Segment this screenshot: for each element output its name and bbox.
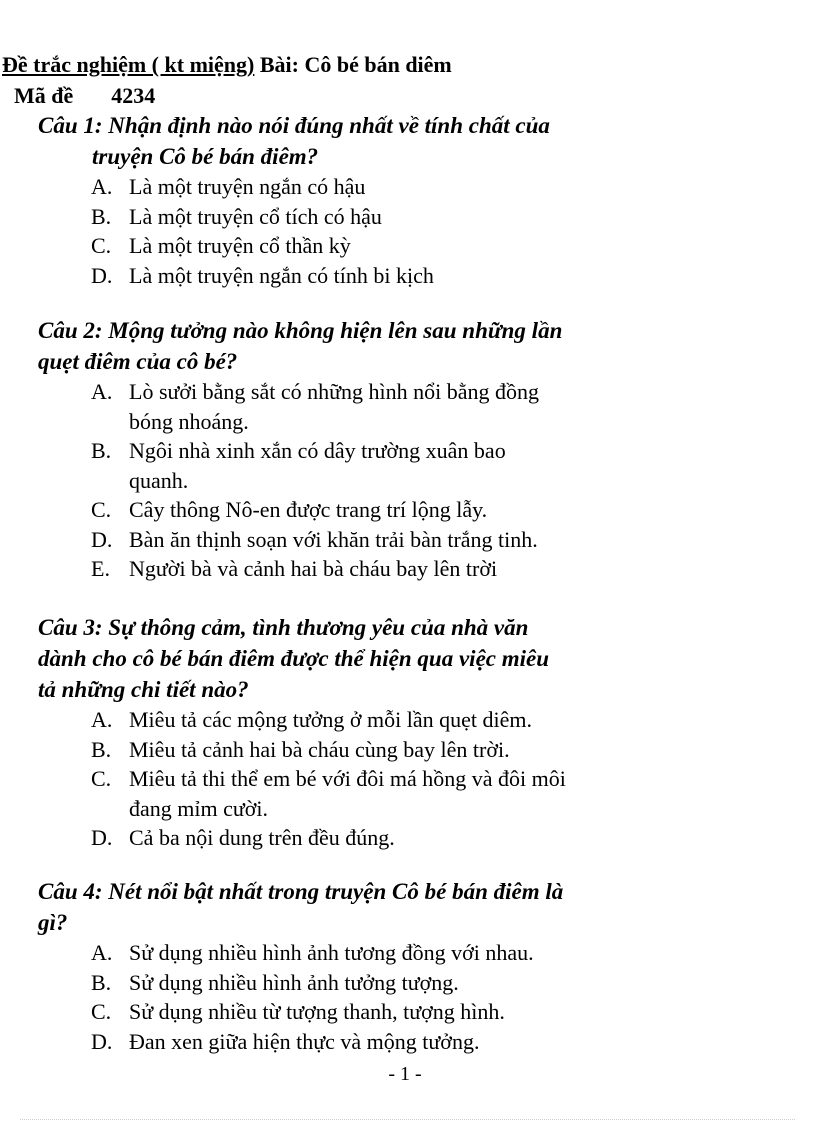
option-list (0, 172, 816, 290)
option-letter: A. (91, 707, 113, 732)
option-text: Cả ba nội dung trên đều đúng. (129, 825, 395, 850)
option-text: Sử dụng nhiều từ tượng thanh, tượng hình. (129, 999, 505, 1024)
option-letter: D. (91, 1028, 113, 1054)
question-1 (0, 110, 816, 290)
option-letter: E. (91, 556, 110, 581)
option-d (0, 823, 816, 853)
option-letter: D. (91, 825, 113, 850)
option-letter: B. (91, 969, 112, 995)
question-text-line: Câu 1: Nhận định nào nói đúng nhất về tính chất của (38, 113, 550, 138)
option-e (0, 554, 816, 584)
document-title (2, 52, 452, 78)
option-letter: C. (91, 999, 112, 1024)
option-list (0, 938, 816, 1056)
option-c (0, 495, 816, 525)
option-d (0, 261, 816, 291)
page-number: - 1 - (388, 1063, 422, 1085)
option-list (0, 705, 816, 853)
title-lesson: Bài: Cô bé bán diêm (254, 52, 452, 77)
option-text-continued: đang mỉm cười. (129, 795, 269, 821)
option-text: Ngôi nhà xinh xắn có dây trường xuân bao (129, 438, 506, 463)
option-letter: B. (91, 438, 112, 463)
question-text-line: Câu 3: Sự thông cảm, tình thương yêu của nhà văn (38, 615, 529, 640)
option-text: Người bà và cảnh hai bà cháu bay lên trời (129, 556, 498, 581)
exam-code (14, 83, 155, 109)
option-b (0, 436, 816, 495)
option-text: Cây thông Nô-en được trang trí lộng lẫy. (129, 497, 488, 522)
option-b (0, 735, 816, 765)
question-text-line: dành cho cô bé bán điêm được thể hiện qua việc miêu (38, 646, 550, 671)
question-text-line: Câu 2: Mộng tưởng nào không hiện lên sau những lần (38, 318, 563, 343)
question-text (0, 612, 816, 705)
option-text: Sử dụng nhiều hình ảnh tương đồng với nhau. (129, 940, 534, 965)
option-d (0, 1027, 816, 1057)
option-c (0, 764, 816, 823)
option-a (0, 172, 816, 202)
option-b (0, 202, 816, 232)
option-a (0, 938, 816, 968)
option-text: Miêu tả cảnh hai bà cháu cùng bay lên trời. (129, 736, 510, 762)
option-text: Bàn ăn thịnh soạn với khăn trải bàn trắng tinh. (129, 526, 538, 552)
option-letter: A. (91, 940, 113, 965)
question-text-line: gì? (38, 910, 68, 935)
option-c (0, 997, 816, 1027)
footer-divider (20, 1119, 795, 1120)
option-text: Đan xen giữa hiện thực và mộng tưởng. (129, 1028, 480, 1054)
question-text-line: Câu 4: Nét nổi bật nhất trong truyện Cô bé bán điêm là (38, 879, 564, 904)
option-letter: D. (91, 526, 113, 552)
option-list (0, 377, 816, 584)
question-text-line: truyện Cô bé bán điêm? (92, 144, 319, 169)
option-letter: C. (91, 497, 112, 522)
option-text: Là một truyện ngắn có tính bi kịch (129, 262, 434, 288)
question-text-line: tả những chi tiết nào? (38, 677, 249, 702)
question-3 (0, 612, 816, 853)
question-text (0, 315, 816, 377)
option-text: Là một truyện cổ thần kỳ (129, 233, 351, 258)
title-test-type: Đề trắc nghiệm ( kt miệng) (2, 52, 255, 77)
option-letter: B. (91, 736, 112, 762)
option-text-continued: bóng nhoáng. (129, 408, 249, 434)
exam-code-label: Mã đề (14, 83, 74, 108)
option-text: Miêu tả các mộng tưởng ở mỗi lần quẹt diêm. (129, 707, 532, 732)
option-text-continued: quanh. (129, 467, 189, 493)
option-letter: C. (91, 766, 112, 791)
option-text: Là một truyện cổ tích có hậu (129, 203, 382, 229)
option-c (0, 231, 816, 261)
option-text: Miêu tả thi thể em bé với đôi má hồng và đôi môi (129, 766, 566, 791)
option-letter: D. (91, 262, 113, 288)
question-text (0, 876, 816, 938)
option-a (0, 377, 816, 436)
option-text: Là một truyện ngắn có hậu (129, 174, 366, 199)
option-letter: C. (91, 233, 112, 258)
question-text-line: quẹt điêm của cô bé? (38, 349, 238, 374)
option-d (0, 525, 816, 555)
option-letter: A. (91, 174, 113, 199)
option-b (0, 968, 816, 998)
question-2 (0, 315, 816, 584)
exam-code-value: 4234 (111, 83, 156, 108)
option-letter: B. (91, 203, 112, 229)
option-text: Sử dụng nhiều hình ảnh tưởng tượng. (129, 969, 459, 995)
question-text (0, 110, 816, 172)
option-text: Lò sưởi bằng sắt có những hình nổi bằng đồng (129, 379, 540, 404)
option-letter: A. (91, 379, 113, 404)
question-4 (0, 876, 816, 1056)
option-a (0, 705, 816, 735)
